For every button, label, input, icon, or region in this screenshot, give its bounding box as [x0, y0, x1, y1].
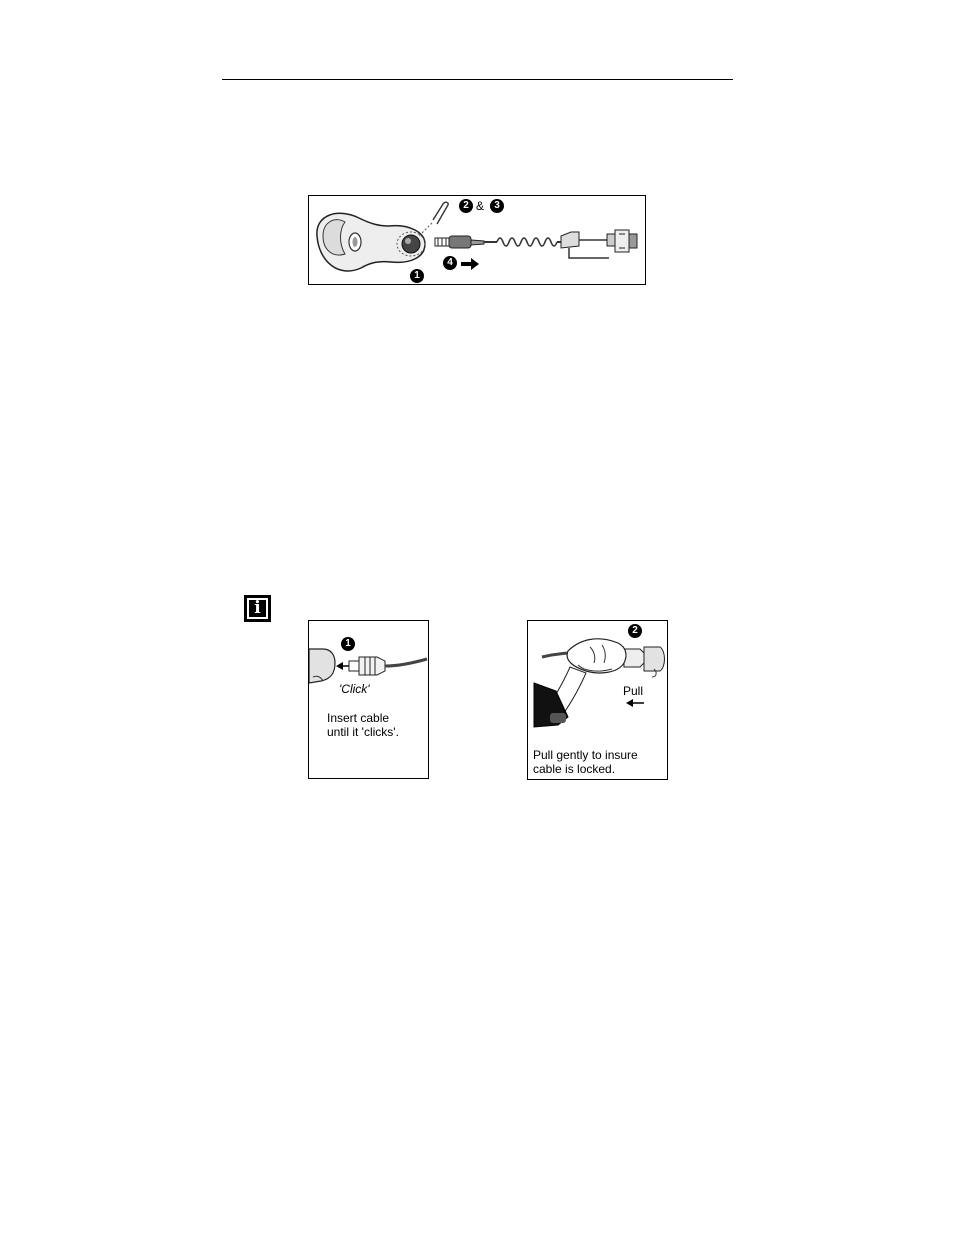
pull-label: Pull — [623, 684, 644, 698]
step-badge-2: 2 — [459, 199, 473, 213]
panel1-caption-line1: Insert cable — [327, 711, 390, 725]
panel2-caption-line1: Pull gently to insure — [533, 748, 638, 762]
panel1-step-badge: 1 — [341, 637, 355, 651]
insert-cable-illustration — [309, 621, 428, 778]
step-badge-3: 3 — [490, 199, 504, 213]
panel1-caption-line2: until it 'clicks'. — [327, 725, 399, 739]
click-sound-label: 'Click' — [339, 682, 370, 696]
cable-removal-figure — [308, 195, 646, 285]
header-rule — [222, 79, 733, 80]
panel2-caption-line2: cable is locked. — [533, 762, 616, 776]
step-badge-1: 1 — [410, 269, 424, 283]
panel2-step-badge: 2 — [628, 624, 642, 638]
pull-cable-panel — [527, 620, 668, 780]
step-badge-4: 4 — [443, 256, 457, 270]
info-letter: i — [254, 598, 261, 618]
info-icon — [244, 595, 271, 622]
ampersand-label: & — [476, 199, 485, 213]
insert-cable-panel — [308, 620, 429, 779]
